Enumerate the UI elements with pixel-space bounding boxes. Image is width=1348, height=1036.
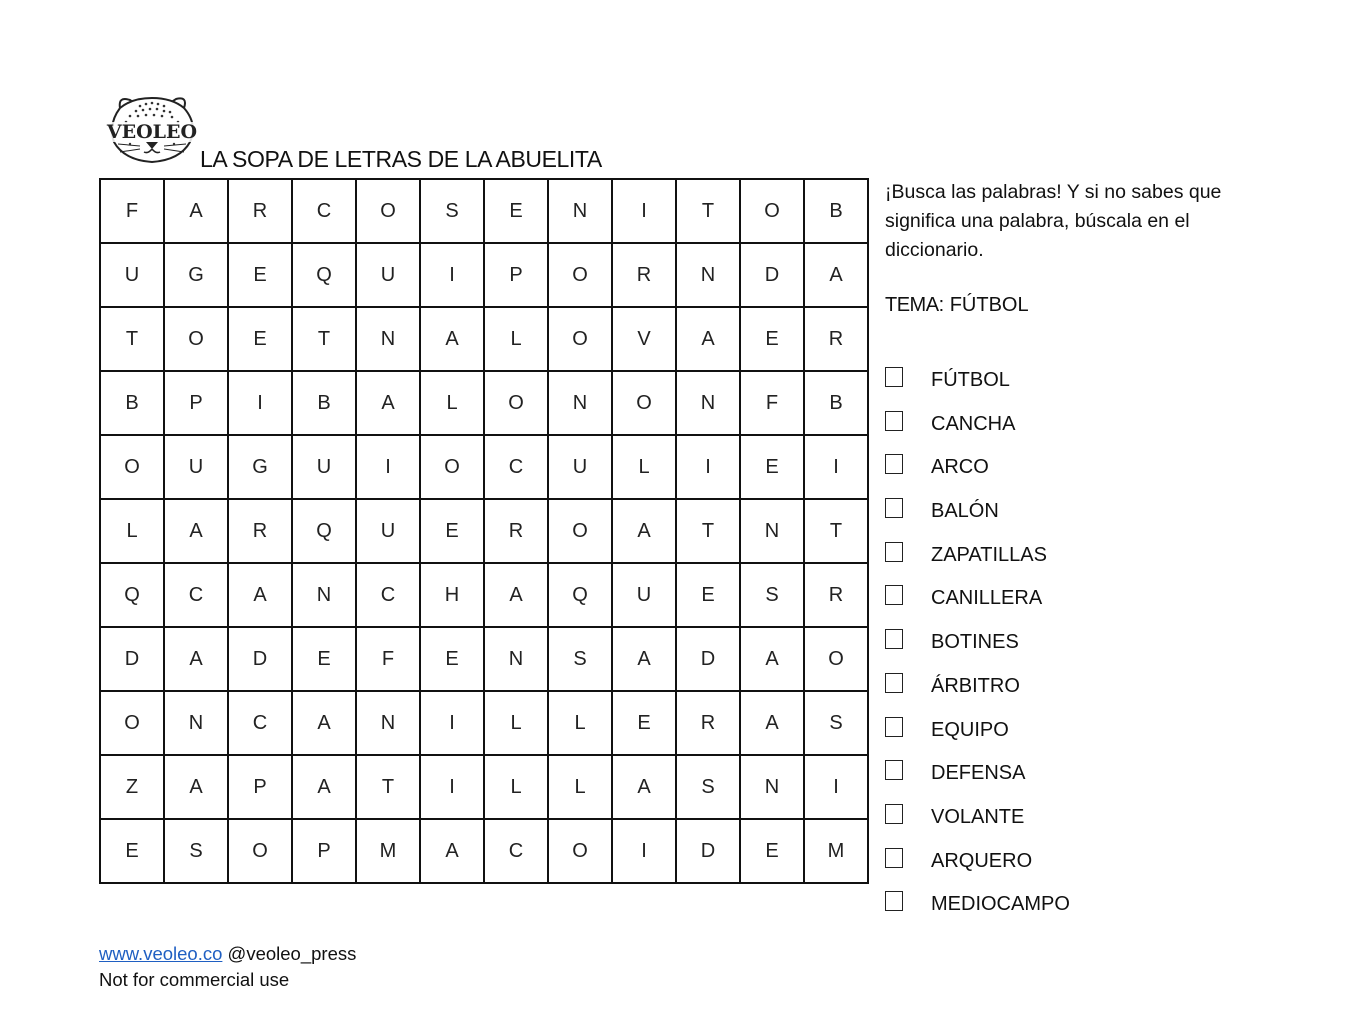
grid-cell[interactable]: L	[484, 755, 548, 819]
grid-cell[interactable]: V	[612, 307, 676, 371]
grid-cell[interactable]: Q	[548, 563, 612, 627]
grid-cell[interactable]: R	[612, 243, 676, 307]
word-checklist	[885, 364, 1070, 932]
word-label: ARQUERO	[931, 849, 1033, 872]
checklist-item	[885, 801, 1070, 845]
grid-cell[interactable]: P	[484, 243, 548, 307]
grid-cell[interactable]: O	[100, 435, 164, 499]
checklist-item	[885, 626, 1070, 670]
checklist-item	[885, 451, 1070, 495]
grid-cell[interactable]: Q	[292, 243, 356, 307]
grid-cell[interactable]: G	[228, 435, 292, 499]
grid-cell[interactable]: T	[676, 179, 740, 243]
grid-row	[100, 499, 868, 563]
grid-cell[interactable]: P	[228, 755, 292, 819]
grid-cell[interactable]: A	[420, 819, 484, 883]
grid-cell[interactable]: F	[356, 627, 420, 691]
grid-cell[interactable]: N	[484, 627, 548, 691]
grid-cell[interactable]: I	[420, 243, 484, 307]
usage-notice: Not for commercial use	[99, 969, 290, 990]
checklist-item	[885, 539, 1070, 583]
word-checkbox[interactable]	[885, 542, 903, 562]
grid-cell[interactable]: T	[804, 499, 868, 563]
grid-cell[interactable]: Q	[100, 563, 164, 627]
word-checkbox[interactable]	[885, 585, 903, 605]
word-checkbox[interactable]	[885, 411, 903, 431]
grid-cell[interactable]: A	[164, 499, 228, 563]
grid-cell[interactable]: B	[292, 371, 356, 435]
grid-cell[interactable]: I	[804, 755, 868, 819]
grid-cell[interactable]: N	[740, 755, 804, 819]
page-title: LA SOPA DE LETRAS DE LA ABUELITA	[200, 146, 602, 172]
grid-cell[interactable]: R	[676, 691, 740, 755]
grid-cell[interactable]: E	[228, 243, 292, 307]
grid-cell[interactable]: E	[676, 563, 740, 627]
grid-cell[interactable]: U	[612, 563, 676, 627]
grid-row	[100, 243, 868, 307]
grid-cell[interactable]: N	[356, 307, 420, 371]
social-handle: @veoleo_press	[222, 943, 357, 964]
grid-cell[interactable]: S	[676, 755, 740, 819]
grid-cell[interactable]: H	[420, 563, 484, 627]
grid-cell[interactable]: E	[420, 499, 484, 563]
grid-cell[interactable]: O	[164, 307, 228, 371]
grid-row	[100, 371, 868, 435]
grid-cell[interactable]: A	[740, 627, 804, 691]
word-checkbox[interactable]	[885, 629, 903, 649]
checklist-item	[885, 364, 1070, 408]
word-checkbox[interactable]	[885, 804, 903, 824]
grid-cell[interactable]: A	[356, 371, 420, 435]
grid-cell[interactable]: D	[100, 627, 164, 691]
grid-cell[interactable]: L	[612, 435, 676, 499]
grid-cell[interactable]: N	[740, 499, 804, 563]
grid-cell[interactable]: O	[420, 435, 484, 499]
word-label: CANILLERA	[931, 587, 1043, 610]
grid-cell[interactable]: A	[292, 691, 356, 755]
grid-cell[interactable]: A	[484, 563, 548, 627]
word-checkbox[interactable]	[885, 673, 903, 693]
grid-cell[interactable]: A	[292, 755, 356, 819]
grid-cell[interactable]: O	[740, 179, 804, 243]
grid-cell[interactable]: A	[676, 307, 740, 371]
grid-cell[interactable]: E	[740, 435, 804, 499]
grid-cell[interactable]: D	[740, 243, 804, 307]
word-checkbox[interactable]	[885, 891, 903, 911]
grid-cell[interactable]: O	[548, 307, 612, 371]
grid-row	[100, 819, 868, 883]
grid-cell[interactable]: E	[100, 819, 164, 883]
grid-cell[interactable]: E	[612, 691, 676, 755]
grid-cell[interactable]: U	[100, 243, 164, 307]
theme-line	[885, 294, 1029, 317]
grid-cell[interactable]: A	[164, 627, 228, 691]
grid-cell[interactable]: L	[548, 691, 612, 755]
grid-cell[interactable]: U	[356, 499, 420, 563]
grid-cell[interactable]: A	[612, 755, 676, 819]
grid-cell[interactable]: O	[484, 371, 548, 435]
grid-cell[interactable]: N	[548, 179, 612, 243]
checklist-item	[885, 495, 1070, 539]
grid-cell[interactable]: C	[356, 563, 420, 627]
grid-cell[interactable]: A	[164, 755, 228, 819]
word-checkbox[interactable]	[885, 498, 903, 518]
grid-cell[interactable]: G	[164, 243, 228, 307]
word-label: ARCO	[931, 456, 989, 479]
grid-row	[100, 755, 868, 819]
grid-cell[interactable]: A	[164, 179, 228, 243]
grid-cell[interactable]: A	[612, 499, 676, 563]
grid-cell[interactable]: S	[804, 691, 868, 755]
word-label: CANCHA	[931, 412, 1016, 435]
grid-cell[interactable]: E	[420, 627, 484, 691]
theme-label: TEMA	[885, 294, 939, 316]
word-search-grid	[99, 178, 869, 884]
grid-cell[interactable]: N	[548, 371, 612, 435]
grid-cell[interactable]: Q	[292, 499, 356, 563]
grid-cell[interactable]: D	[676, 819, 740, 883]
grid-cell[interactable]: N	[356, 691, 420, 755]
grid-cell[interactable]: I	[612, 819, 676, 883]
instructions-text: ¡Busca las palabras! Y si no sabes que significa una palabra, búscala en el diccionario.	[885, 181, 1222, 261]
grid-cell[interactable]: L	[548, 755, 612, 819]
grid-cell[interactable]: L	[420, 371, 484, 435]
grid-cell[interactable]: C	[484, 819, 548, 883]
grid-cell[interactable]: I	[612, 179, 676, 243]
word-label: ÁRBITRO	[931, 674, 1020, 697]
grid-cell[interactable]: N	[676, 243, 740, 307]
grid-cell[interactable]: S	[548, 627, 612, 691]
grid-cell[interactable]: E	[740, 819, 804, 883]
grid-cell[interactable]: A	[228, 563, 292, 627]
word-checkbox[interactable]	[885, 367, 903, 387]
grid-cell[interactable]: N	[676, 371, 740, 435]
grid-cell[interactable]: T	[676, 499, 740, 563]
grid-cell[interactable]: O	[548, 243, 612, 307]
grid-cell[interactable]: O	[612, 371, 676, 435]
grid-cell[interactable]: N	[292, 563, 356, 627]
grid-cell[interactable]: M	[356, 819, 420, 883]
grid-cell[interactable]: U	[548, 435, 612, 499]
theme-separator: :	[938, 294, 950, 316]
grid-cell[interactable]: I	[676, 435, 740, 499]
grid-cell[interactable]: B	[804, 179, 868, 243]
grid-cell[interactable]: E	[228, 307, 292, 371]
veoleo-logo	[100, 94, 204, 166]
grid-cell[interactable]: L	[484, 307, 548, 371]
grid-cell[interactable]: C	[292, 179, 356, 243]
checklist-item	[885, 714, 1070, 758]
grid-cell[interactable]: E	[740, 307, 804, 371]
checklist-item	[885, 582, 1070, 626]
word-label: BALÓN	[931, 500, 999, 523]
grid-row	[100, 691, 868, 755]
grid-cell[interactable]: F	[100, 179, 164, 243]
checklist-item	[885, 757, 1070, 801]
grid-cell[interactable]: T	[292, 307, 356, 371]
grid-cell[interactable]: O	[548, 499, 612, 563]
checklist-item	[885, 888, 1070, 932]
grid-cell[interactable]: R	[804, 563, 868, 627]
grid-cell[interactable]: A	[420, 307, 484, 371]
grid-cell[interactable]: C	[228, 691, 292, 755]
word-checkbox[interactable]	[885, 717, 903, 737]
word-label: EQUIPO	[931, 718, 1009, 741]
grid-cell[interactable]: S	[420, 179, 484, 243]
grid-cell[interactable]: A	[740, 691, 804, 755]
word-checkbox[interactable]	[885, 454, 903, 474]
checklist-item	[885, 408, 1070, 452]
grid-cell[interactable]: R	[228, 499, 292, 563]
grid-cell[interactable]: O	[100, 691, 164, 755]
grid-cell[interactable]: C	[164, 563, 228, 627]
word-label: BOTINES	[931, 631, 1019, 654]
checklist-item	[885, 845, 1070, 889]
footer	[99, 941, 356, 993]
grid-cell[interactable]: A	[612, 627, 676, 691]
grid-cell[interactable]: D	[676, 627, 740, 691]
grid-cell[interactable]: U	[356, 243, 420, 307]
grid-cell[interactable]: O	[548, 819, 612, 883]
grid-cell[interactable]: A	[804, 243, 868, 307]
grid-cell[interactable]: F	[740, 371, 804, 435]
word-label: DEFENSA	[931, 762, 1026, 785]
grid-cell[interactable]: I	[228, 371, 292, 435]
grid-row	[100, 179, 868, 243]
grid-row	[100, 435, 868, 499]
grid-cell[interactable]: B	[804, 371, 868, 435]
grid-row	[100, 307, 868, 371]
grid-cell[interactable]: P	[292, 819, 356, 883]
leopard-head-icon	[100, 94, 204, 166]
grid-cell[interactable]: U	[292, 435, 356, 499]
grid-cell[interactable]: S	[740, 563, 804, 627]
word-label: VOLANTE	[931, 805, 1025, 828]
grid-cell[interactable]: I	[356, 435, 420, 499]
grid-cell[interactable]: O	[228, 819, 292, 883]
grid-row	[100, 627, 868, 691]
grid-cell[interactable]: M	[804, 819, 868, 883]
grid-cell[interactable]: E	[292, 627, 356, 691]
grid-cell[interactable]: T	[100, 307, 164, 371]
theme-value: FÚTBOL	[949, 294, 1029, 316]
word-checkbox[interactable]	[885, 848, 903, 868]
grid-cell[interactable]: N	[164, 691, 228, 755]
word-label: MEDIOCAMPO	[931, 893, 1070, 916]
grid-cell[interactable]: R	[484, 499, 548, 563]
grid-cell[interactable]: I	[804, 435, 868, 499]
grid-cell[interactable]: Z	[100, 755, 164, 819]
grid-cell[interactable]: I	[420, 691, 484, 755]
grid-row	[100, 563, 868, 627]
grid-cell[interactable]: L	[484, 691, 548, 755]
grid-cell[interactable]: D	[228, 627, 292, 691]
website-link[interactable]: www.veoleo.co	[99, 943, 223, 964]
grid-cell[interactable]: S	[164, 819, 228, 883]
logo-text: VEOLEO	[106, 121, 198, 143]
word-label: ZAPATILLAS	[931, 543, 1047, 566]
grid-cell[interactable]: O	[804, 627, 868, 691]
grid-cell[interactable]: T	[356, 755, 420, 819]
grid-cell[interactable]: O	[356, 179, 420, 243]
word-checkbox[interactable]	[885, 760, 903, 780]
grid-cell[interactable]: B	[100, 371, 164, 435]
grid-cell[interactable]: I	[420, 755, 484, 819]
grid-cell[interactable]: E	[484, 179, 548, 243]
grid-cell[interactable]: R	[804, 307, 868, 371]
word-label: FÚTBOL	[931, 369, 1010, 391]
grid-cell[interactable]: R	[228, 179, 292, 243]
grid-cell[interactable]: U	[164, 435, 228, 499]
grid-cell[interactable]: C	[484, 435, 548, 499]
grid-cell[interactable]: L	[100, 499, 164, 563]
checklist-item	[885, 670, 1070, 714]
grid-cell[interactable]: P	[164, 371, 228, 435]
